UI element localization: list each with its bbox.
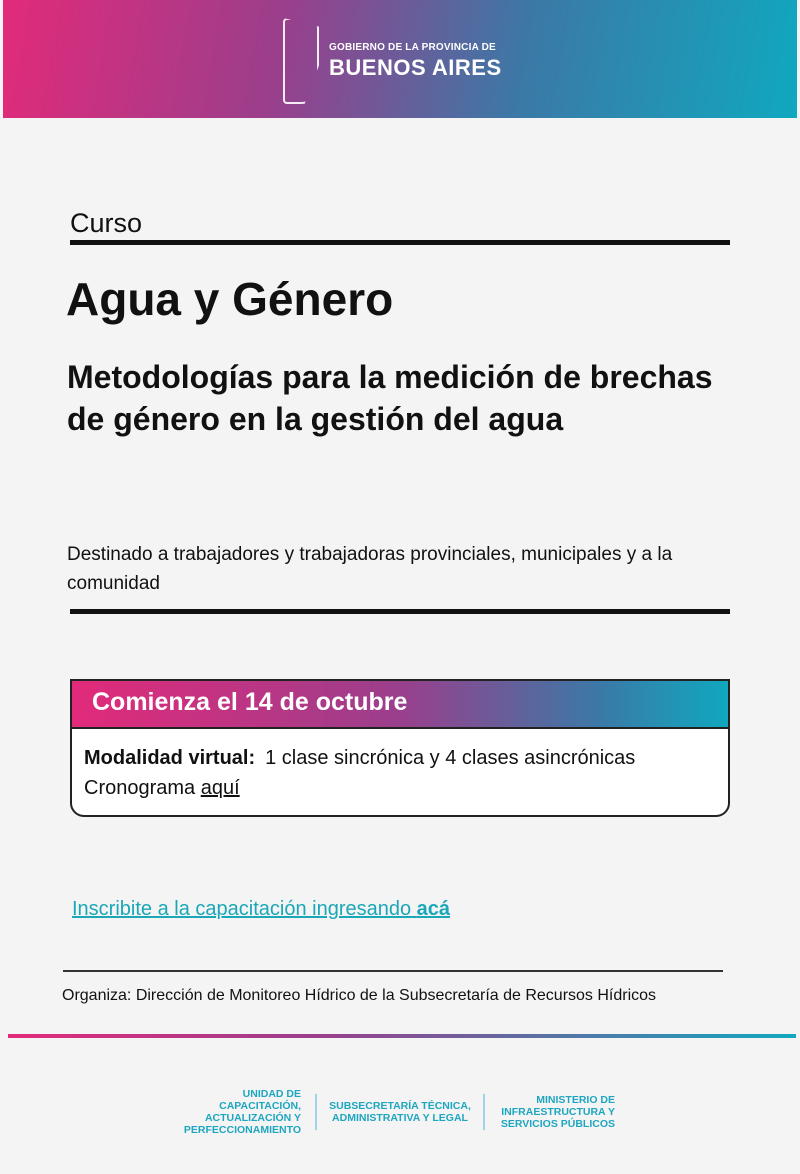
divider (70, 609, 730, 614)
modality-value: 1 clase sincrónica y 4 clases asincrónicas (265, 747, 636, 769)
page-title: Agua y Género (66, 273, 394, 325)
footer-unit-1: UNIDAD DE CAPACITACIÓN, ACTUALIZACIÓN Y PERFECCIONAMIENTO (183, 1088, 301, 1136)
signup-text[interactable]: Inscribite a la capacitación ingresando (72, 898, 412, 920)
header-banner (3, 0, 797, 118)
schedule-link[interactable]: aquí (200, 777, 240, 799)
footer-unit-2: SUBSECRETARÍA TÉCNICA, ADMINISTRATIVA Y LEGAL (315, 1094, 485, 1130)
signup-link[interactable] (72, 898, 450, 921)
footer-unit-3: MINISTERIO DE INFRAESTRUCTURA Y SERVICIOS PÚBLICOS (500, 1094, 615, 1130)
logo-big-text: BUENOS AIRES (329, 54, 502, 80)
province-logo (283, 18, 502, 104)
divider (63, 970, 723, 972)
audience: Destinado a trabajadores y trabajadoras provinciales, municipales y a la comunidad (67, 544, 673, 594)
signup-link-here[interactable]: acá (416, 898, 451, 920)
divider (70, 240, 730, 245)
organizer: Organiza: Dirección de Monitoreo Hídrico de la Subsecretaría de Recursos Hídricos (62, 987, 657, 1004)
subtitle: Metodologías para la medición de brechas de género en la gestión del agua (67, 359, 713, 437)
modality-label: Modalidad virtual: (84, 747, 256, 769)
schedule-label: Cronograma (84, 777, 196, 799)
kicker: Curso (70, 208, 143, 238)
gradient-divider (8, 1034, 796, 1038)
logo-small-text: GOBIERNO DE LA PROVINCIA DE (329, 41, 496, 53)
province-map-icon (283, 18, 319, 104)
footer-units (160, 1088, 615, 1136)
info-box (70, 679, 730, 817)
start-date: Comienza el 14 de octubre (72, 681, 728, 729)
